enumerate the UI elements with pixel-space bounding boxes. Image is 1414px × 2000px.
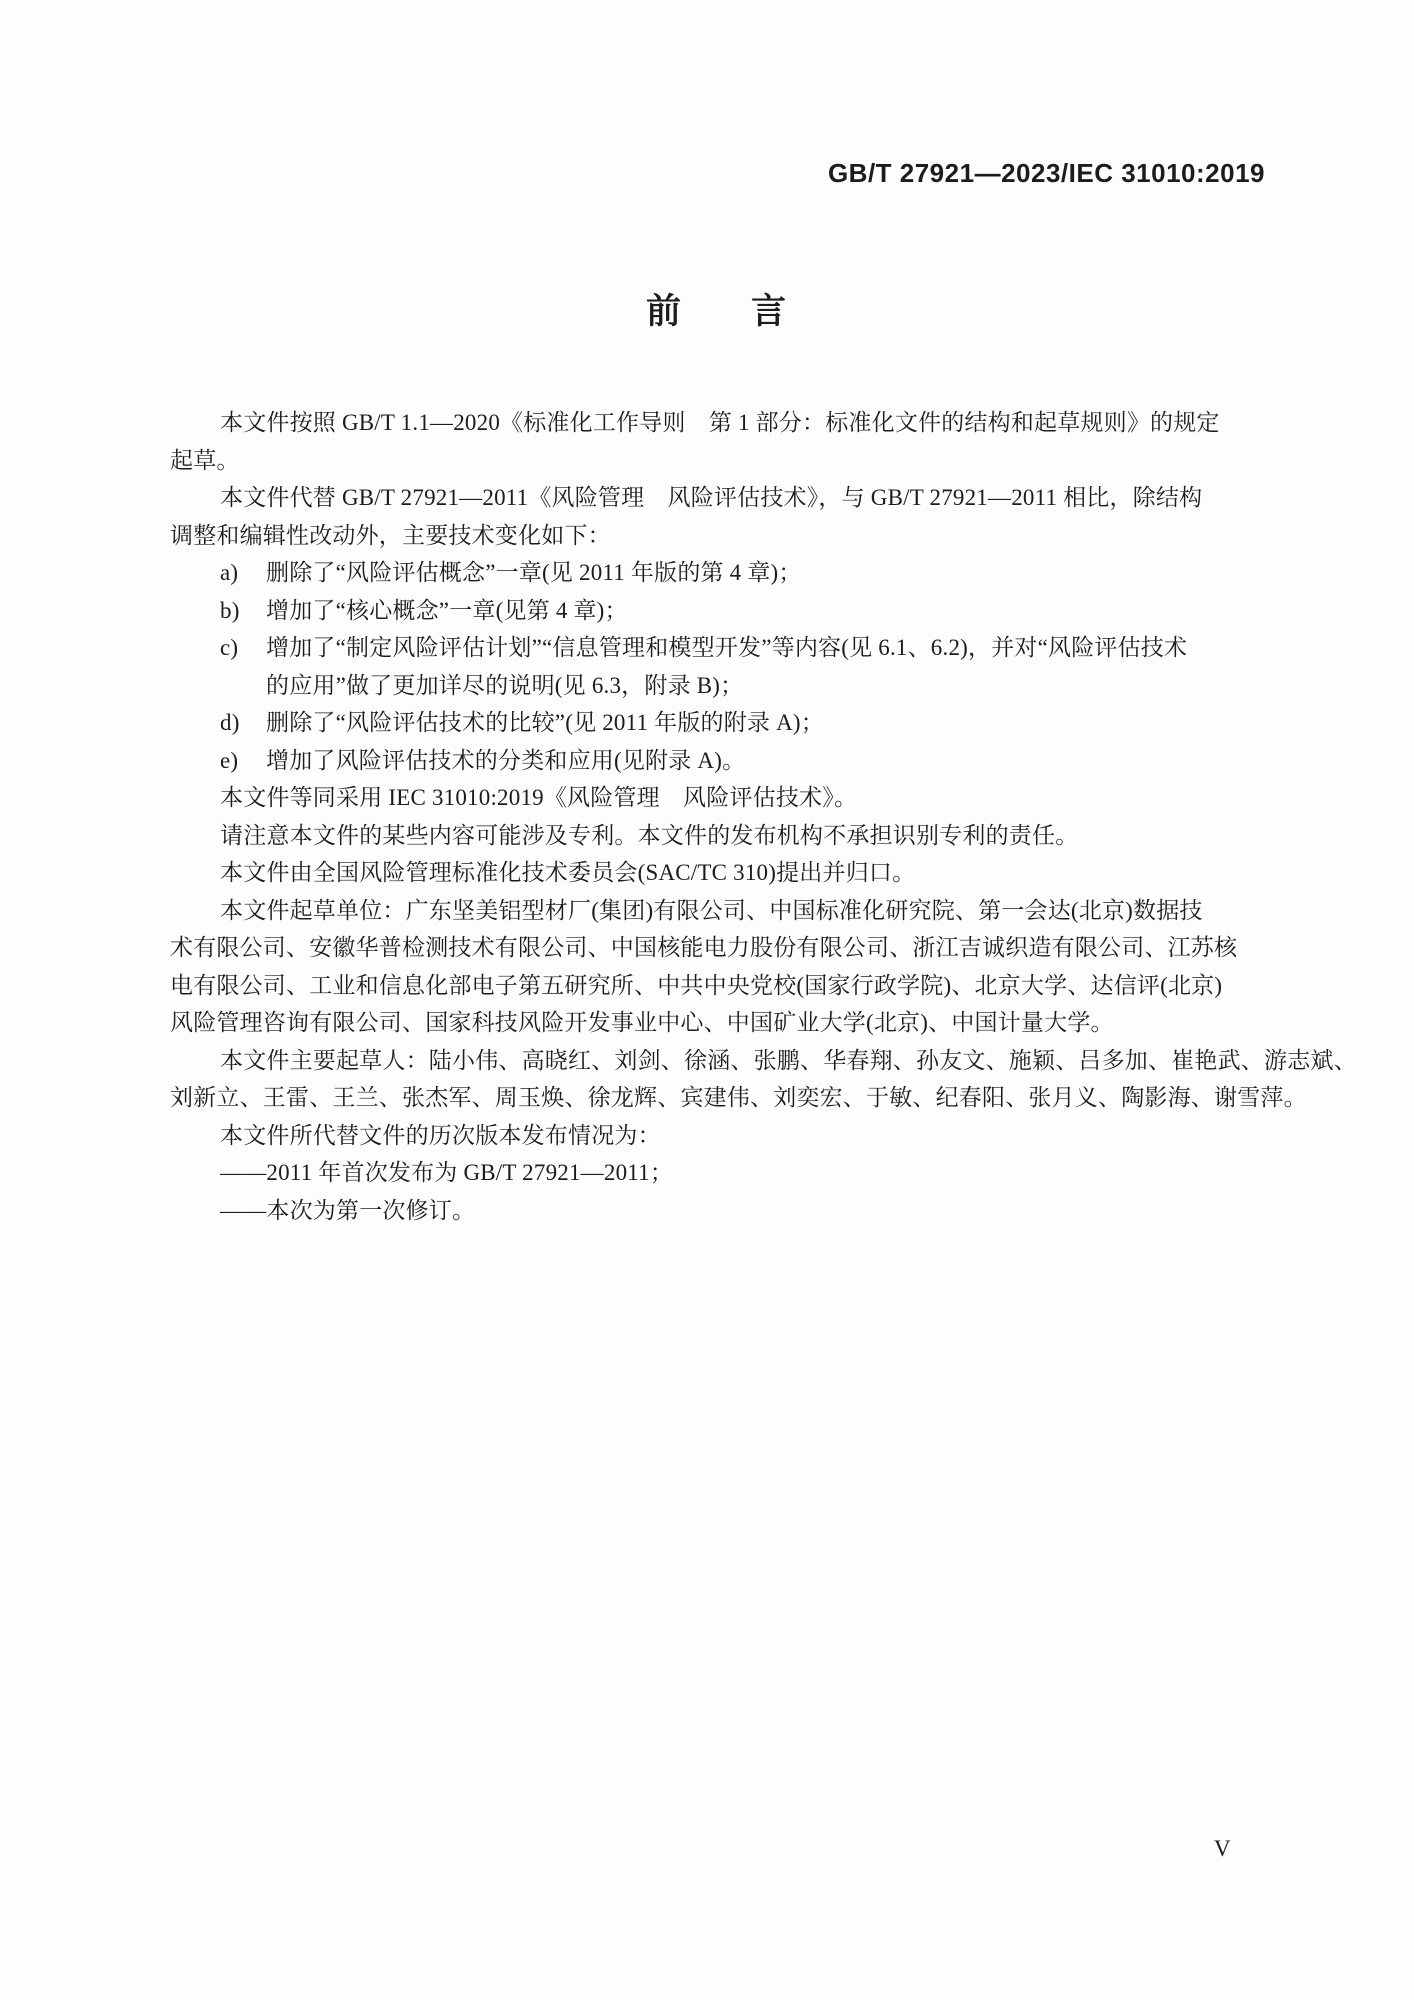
list-item [170,742,1262,780]
foreword-body [170,404,1357,1229]
foreword-title: 前 言 [645,292,786,331]
body-line: 起草。 [170,447,240,473]
list-item [170,554,1262,592]
list-item-label: b) [220,597,240,623]
revision-history-item: ——2011 年首次发布为 GB/T 27921—2011； [220,1160,674,1185]
list-item-text: 增加了风险评估技术的分类和应用(见附录 A)。 [266,747,746,773]
body-line: 刘新立、王雷、王兰、张杰军、周玉焕、徐龙辉、宾建伟、刘奕宏、于敏、纪春阳、张月义、陶影海、谢雪萍。 [170,1085,1307,1110]
list-item [170,704,1262,742]
standard-code: GB/T 27921—2023/IEC 31010:2019 [827,158,1265,188]
body-line: 电有限公司、工业和信息化部电子第五研究所、中共中央党校(国家行政学院)、北京大学、达信评(北京) [170,972,1223,998]
list-item-label: e) [220,747,239,773]
list-item-label: c) [220,635,239,660]
body-line: 请注意本文件的某些内容可能涉及专利。本文件的发布机构不承担识别专利的责任。 [220,822,1079,848]
body-line: 本文件由全国风险管理标准化技术委员会(SAC/TC 310)提出并归口。 [220,860,916,885]
body-line: 调整和编辑性改动外，主要技术变化如下： [170,522,611,548]
list-item-text: 增加了“核心概念”一章(见第 4 章)； [266,597,628,623]
body-line: 本文件代替 GB/T 27921—2011《风险管理 风险评估技术》，与 GB/T 27921—2011 相比，除结构 [220,485,1203,510]
body-line: 本文件等同采用 IEC 31010:2019《风险管理 风险评估技术》。 [220,785,858,810]
page-number: V [1214,1836,1231,1861]
list-item-text: 删除了“风险评估技术的比较”(见 2011 年版的附录 A)； [266,710,824,735]
body-line: 风险管理咨询有限公司、国家科技风险开发事业中心、中国矿业大学(北京)、中国计量大学。 [170,1010,1114,1035]
body-line: 本文件所代替文件的历次版本发布情况为： [220,1122,661,1148]
revision-history-item: ——本次为第一次修订。 [220,1197,476,1223]
list-item-text: 删除了“风险评估概念”一章(见 2011 年版的第 4 章)； [266,560,802,585]
list-item-label: d) [220,710,240,735]
body-line: 本文件按照 GB/T 1.1—2020《标准化工作导则 第 1 部分：标准化文件的结构和起草规则》的规定 [220,410,1220,435]
list-item [170,592,1262,630]
list-item-text: 增加了“制定风险评估计划”“信息管理和模型开发”等内容(见 6.1、6.2)，并对“风险评估技术 [266,635,1188,660]
body-line: 本文件主要起草人：陆小伟、高晓红、刘剑、徐涵、张鹏、华春翔、孙友文、施颖、吕多加、崔艳武、游志斌、 [220,1047,1357,1073]
list-item-label: a) [220,560,239,585]
list-item-continuation: 的应用”做了更加详尽的说明(见 6.3，附录 B)； [266,672,744,698]
list-item [170,629,1262,667]
body-line: 本文件起草单位：广东坚美铝型材厂(集团)有限公司、中国标准化研究院、第一会达(北京)数据技 [220,897,1203,923]
body-line: 术有限公司、安徽华普检测技术有限公司、中国核能电力股份有限公司、浙江吉诚织造有限公司、江苏核 [170,935,1238,960]
